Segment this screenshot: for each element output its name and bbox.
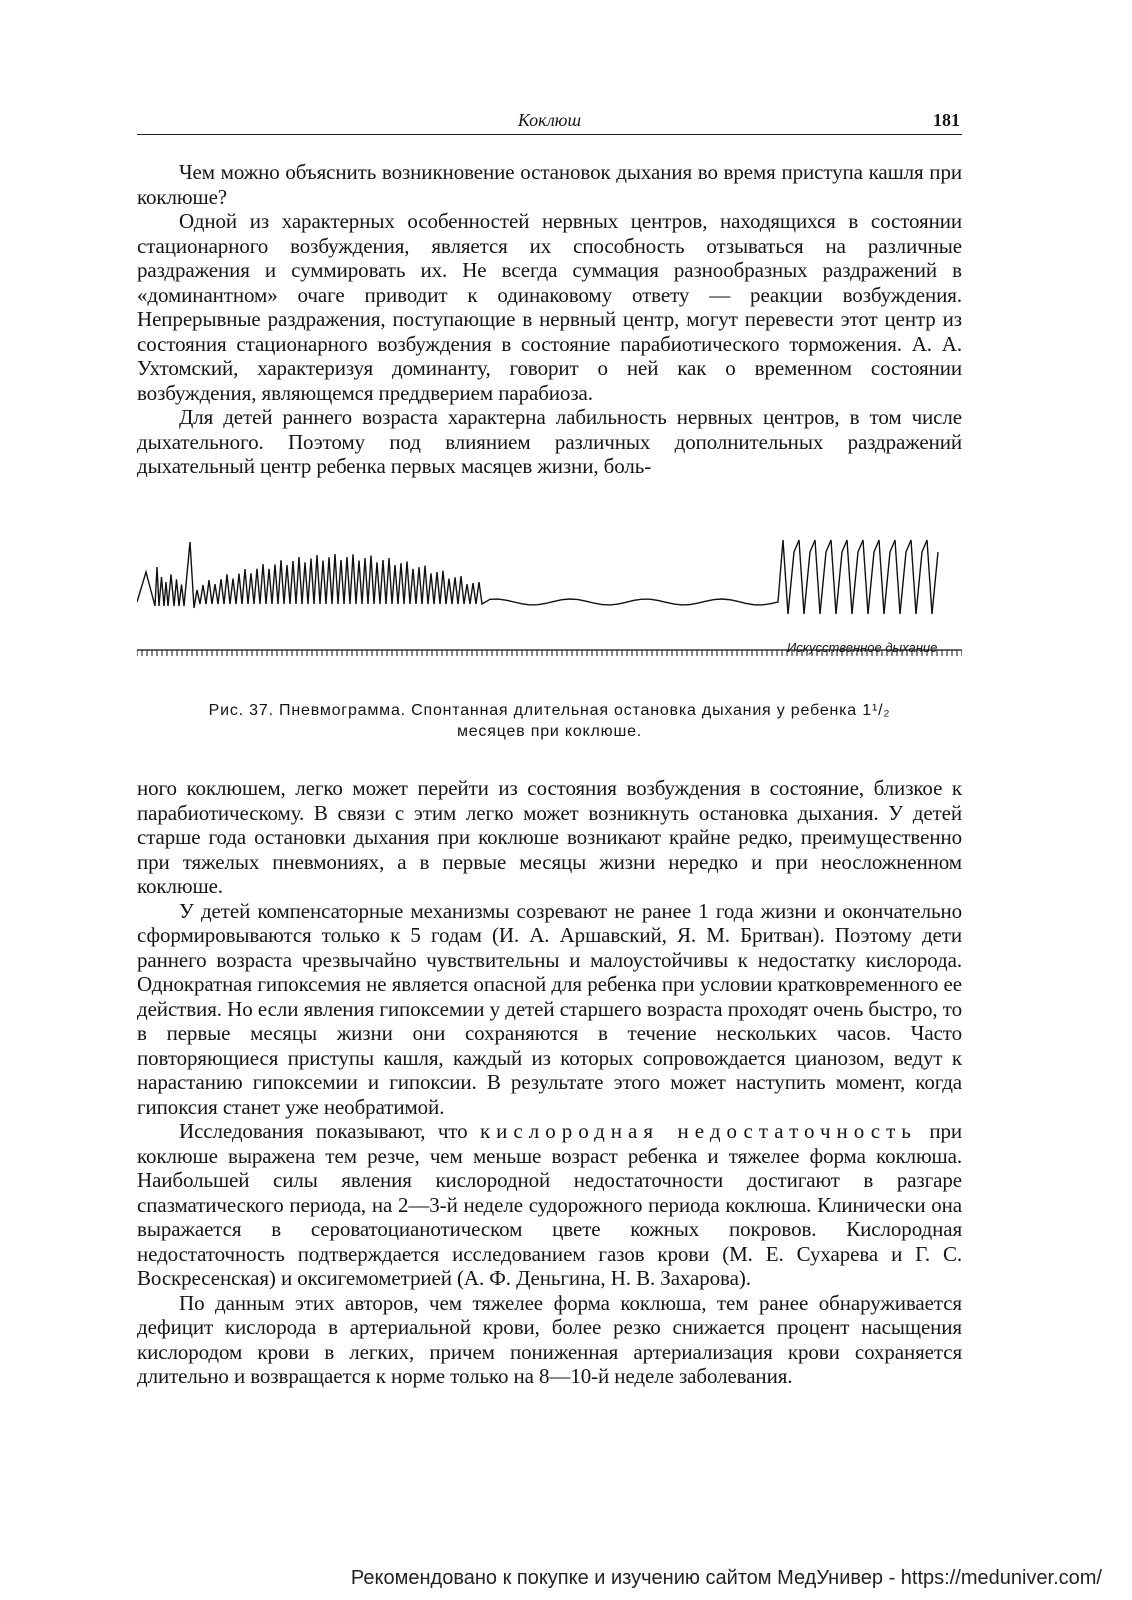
paragraph-rest: при коклюше выражена тем резче, чем меньше возраст ребенка и тяжелее форма коклюша. Наибольшей силы явления кислородной недостаточности достигают в разгаре спазматического периода, на 2—3-й неделе судорожного периода коклюша. Клинически она выражается в сероватоцианотическом цвете кожных покровов. Кислородная недостаточность подтверждается исследованием газов крови (М. Е. Сухарева и Г. С. Воскресенская) и оксигемометрией (А. Ф. Деньгина, Н. В. Захарова). [137,1119,962,1290]
emphasized-term: кислородная недостаточность [479,1119,917,1143]
lead-text: Исследования показывают, что [179,1119,480,1143]
paragraph: ного коклюшем, легко может перейти из состояния возбуждения в состояние, близкое к парабиотическому. В связи с этим легко может возникнуть остановка дыхания. У детей старше года остановки дыхания при коклюше возникают крайне редко, преимущественно при тяжелых пневмониях, а в первые месяцы жизни нередко и при неосложненном коклюше. [137,776,962,898]
running-title: Коклюш [517,110,582,130]
figure-caption [137,700,962,742]
breathing-curve [137,540,938,614]
watermark-footer: Рекомендовано к покупке и изучению сайтом МедУнивер - https://meduniver.com/ [350,1567,1102,1589]
paragraph-oxygen-deficiency [137,1119,962,1291]
paragraph: Чем можно объяснить возникновение остановок дыхания во время приступа кашля при коклюше? [137,160,962,209]
paragraph: Одной из характерных особенностей нервных центров, находящихся в состоянии стационарного возбуждения, является их способность отзываться на различные раздражения и суммировать их. Не всегда суммация разнообразных раздражений в «доминантном» очаге приводит к одинаковому ответу — реакции возбуждения. Непрерывные раздражения, поступающие в нервный центр, могут перевести этот центр из состояния стационарного возбуждения в состояние парабиотического торможения. А. А. Ухтомский, характеризуя доминанту, говорит о ней как о временном состоянии возбуждения, являющемся преддверием парабиоза. [137,209,962,405]
caption-line-2: месяцев при коклюше. [456,723,643,740]
pneumogram-figure [137,530,962,670]
paragraph: У детей компенсаторные механизмы созревают не ранее 1 года жизни и окончательно сформировываются только к 5 годам (И. А. Аршавский, Я. М. Бритван). Поэтому дети раннего возраста чрезвычайно чувствительны и малоустойчивы к недостатку кислорода. Однократная гипоксемия не является опасной для ребенка при условии кратковременного ее действия. Но если явления гипоксемии у детей старшего возраста проходят очень быстро, то в первые месяцы жизни они сохраняются в течение нескольких часов. Часто повторяющиеся приступы кашля, каждый из которых сопровождается цианозом, ведут к нарастанию гипоксемии и гипоксии. В результате этого может наступить момент, когда гипоксия станет уже необратимой. [137,898,962,1119]
page-number: 181 [933,110,960,130]
running-header [137,108,962,135]
text-block-top [137,160,962,479]
caption-line-1: Рис. 37. Пневмограмма. Спонтанная длительная остановка дыхания у ребенка 1¹/₂ [208,702,891,719]
text-block-bottom [137,776,962,1389]
paragraph: Для детей раннего возраста характерна лабильность нервных центров, в том числе дыхательного. Поэтому под влиянием различных дополнительных раздражений дыхательный центр ребенка первых масяцев жизни, боль- [137,405,962,478]
paragraph: По данным этих авторов, чем тяжелее форма коклюша, тем ранее обнаруживается дефицит кислорода в артериальной крови, более резко снижается процент насыщения кислородом крови в легких, причем пониженная артериализация крови сохраняется длительно и возвращается к норме только на 8—10-й неделе заболевания. [137,1290,962,1388]
artificial-respiration-label: Искусственное дыхание [787,640,938,655]
